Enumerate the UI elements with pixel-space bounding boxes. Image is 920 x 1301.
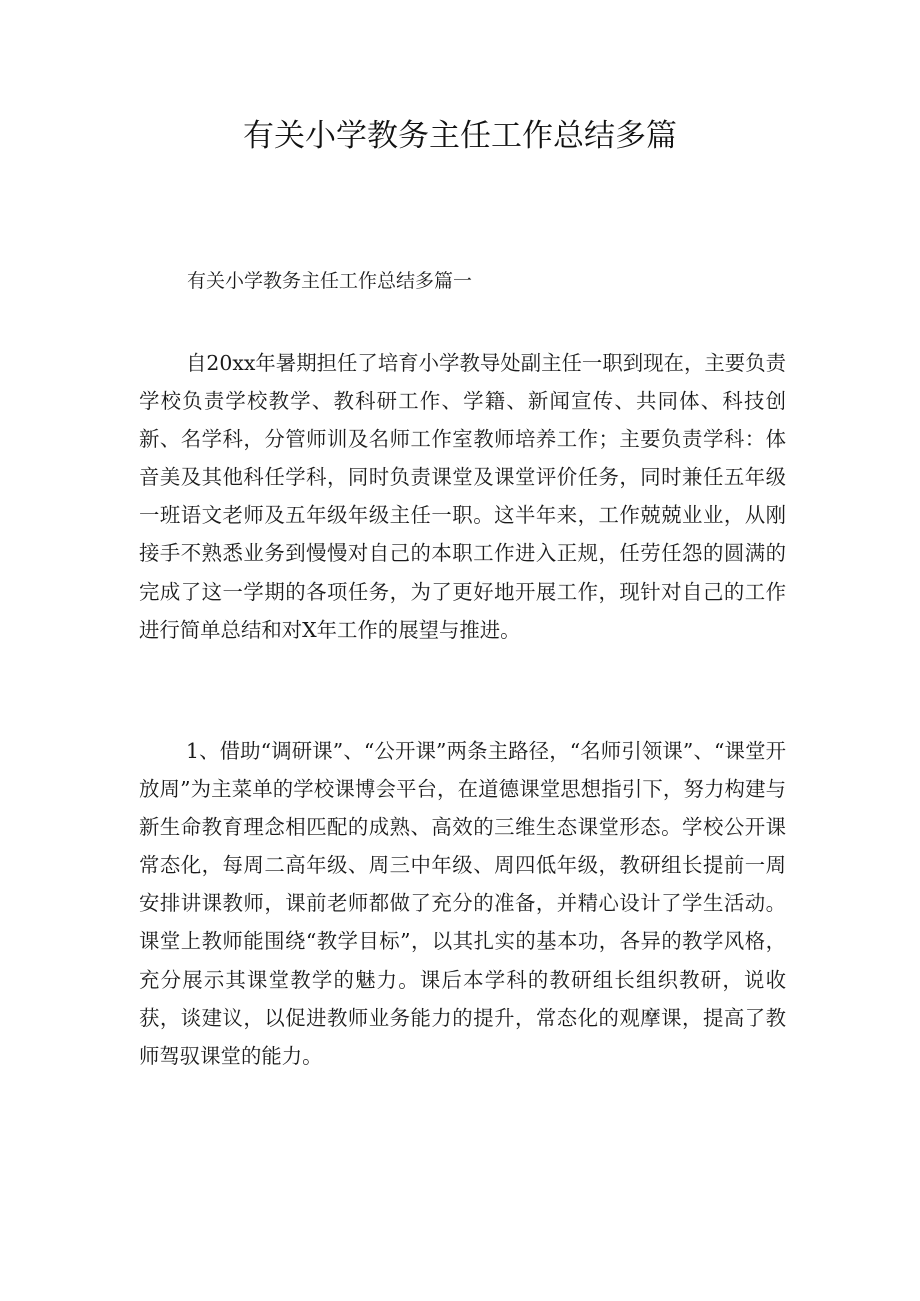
body-paragraph-2: 1、借助“调研课”、“公开课”两条主路径，“名师引领课”、“课堂开放周”为主菜单的学校课博会平台，在道德课堂思想指引下，努力构建与新生命教育理念相匹配的成熟、高效的三维生态课堂形态。学校公开课常态化，每周二高年级、周三中年级、周四低年级，教研组长提前一周安排讲课教师，课前老师都做了充分的准备，并精心设计了学生活动。课堂上教师能围绕“教学目标”，以其扎实的基本功，各异的教学风格，充分展示其课堂教学的魅力。课后本学科的教研组长组织教研，说收获，谈建议，以促进教师业务能力的提升，常态化的观摩课，提高了教师驾驭课堂的能力。 [139, 739, 786, 1068]
section-heading: 有关小学教务主任工作总结多篇一 [187, 270, 473, 292]
body-paragraph-1: 自20xx年暑期担任了培育小学教导处副主任一职到现在，主要负责学校负责学校教学、教科研工作、学籍、新闻宣传、共同体、科技创新、名学科，分管师训及名师工作室教师培养工作；主要负责学科：体音美及其他科任学科，同时负责课堂及课堂评价任务，同时兼任五年级一班语文老师及五年级年级主任一职。这半年来，工作兢兢业业，从刚接手不熟悉业务到慢慢对自己的本职工作进入正规，任劳任怨的圆满的完成了这一学期的各项任务，为了更好地开展工作，现针对自己的工作进行简单总结和对X年工作的展望与推进。 [139, 351, 786, 642]
document-title: 有关小学教务主任工作总结多篇 [243, 118, 677, 154]
